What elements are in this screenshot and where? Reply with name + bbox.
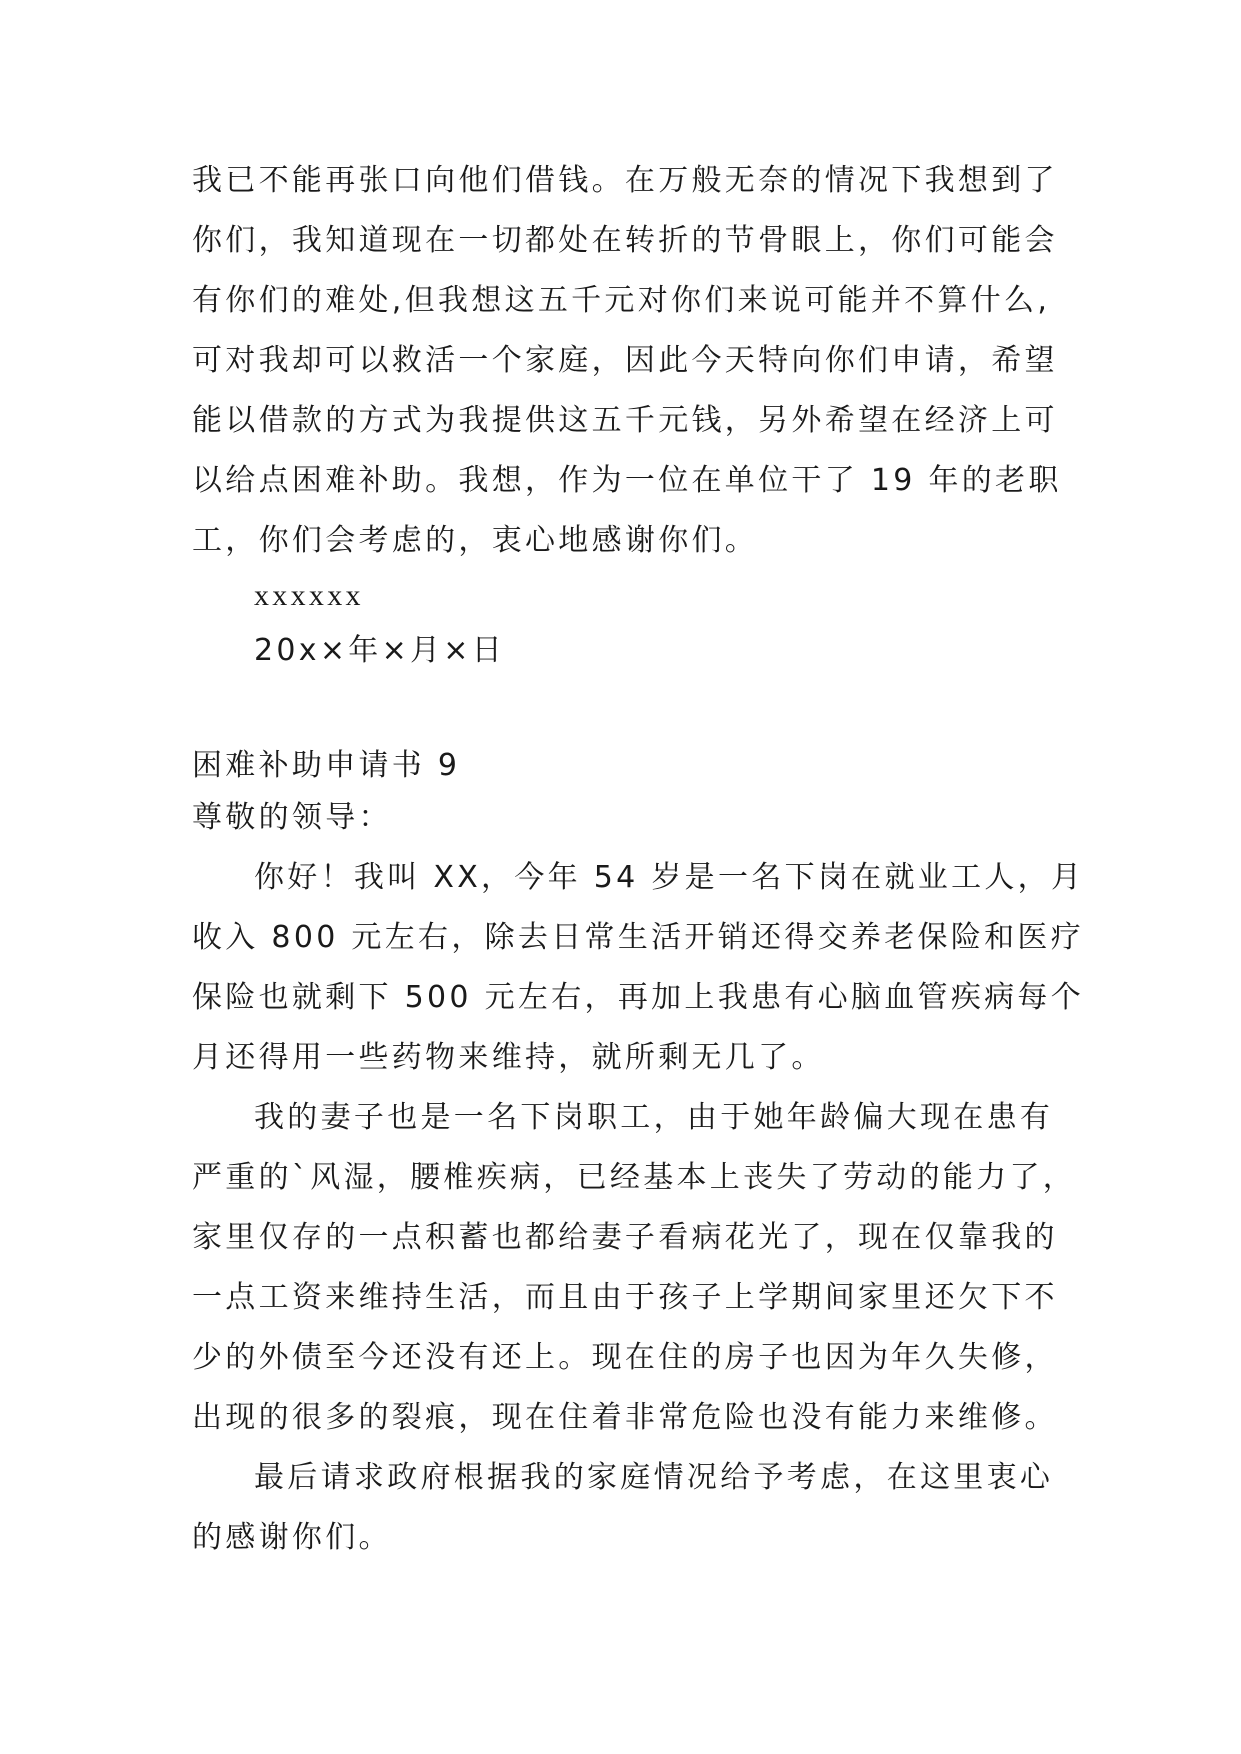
body-line: 保险也就剩下 500 元左右，再加上我患有心脑血管疾病每个	[192, 980, 1085, 1015]
body-line: 出现的很多的裂痕，现在住着非常危险也没有能力来维修。	[192, 1400, 1058, 1435]
body-line: 月还得用一些药物来维持，就所剩无几了。	[192, 1040, 825, 1075]
body-line: 严重的`风湿，腰椎疾病，已经基本上丧失了劳动的能力了，	[192, 1160, 1077, 1195]
body-line: 你们，我知道现在一切都处在转折的节骨眼上，你们可能会	[192, 223, 1058, 258]
body-line: 一点工资来维持生活，而且由于孩子上学期间家里还欠下不	[192, 1280, 1058, 1315]
body-line: 少的外债至今还没有还上。现在住的房子也因为年久失修，	[192, 1340, 1058, 1375]
body-line: 我已不能再张口向他们借钱。在万般无奈的情况下我想到了	[192, 163, 1058, 198]
signature: xxxxxx	[254, 579, 364, 612]
body-line: 家里仅存的一点积蓄也都给妻子看病花光了，现在仅靠我的	[192, 1220, 1058, 1255]
body-line: 工，你们会考虑的，衷心地感谢你们。	[192, 523, 759, 558]
letter-title: 困难补助申请书 9	[192, 748, 461, 783]
letter-date: 20x×年×月×日	[254, 633, 506, 668]
body-line: 能以借款的方式为我提供这五千元钱，另外希望在经济上可	[192, 403, 1058, 438]
body-line: 的感谢你们。	[192, 1520, 392, 1555]
body-line: 最后请求政府根据我的家庭情况给予考虑，在这里衷心	[254, 1460, 1054, 1495]
body-line: 收入 800 元左右，除去日常生活开销还得交养老保险和医疗	[192, 920, 1085, 955]
body-line: 可对我却可以救活一个家庭，因此今天特向你们申请，希望	[192, 343, 1058, 378]
body-line: 你好！我叫 XX，今年 54 岁是一名下岗在就业工人，月	[254, 860, 1085, 895]
body-line: 我的妻子也是一名下岗职工，由于她年龄偏大现在患有	[254, 1100, 1054, 1135]
salutation: 尊敬的领导：	[192, 800, 392, 835]
body-line: 有你们的难处,但我想这五千元对你们来说可能并不算什么,	[192, 283, 1051, 318]
body-line: 以给点困难补助。我想，作为一位在单位干了 19 年的老职	[192, 463, 1062, 498]
